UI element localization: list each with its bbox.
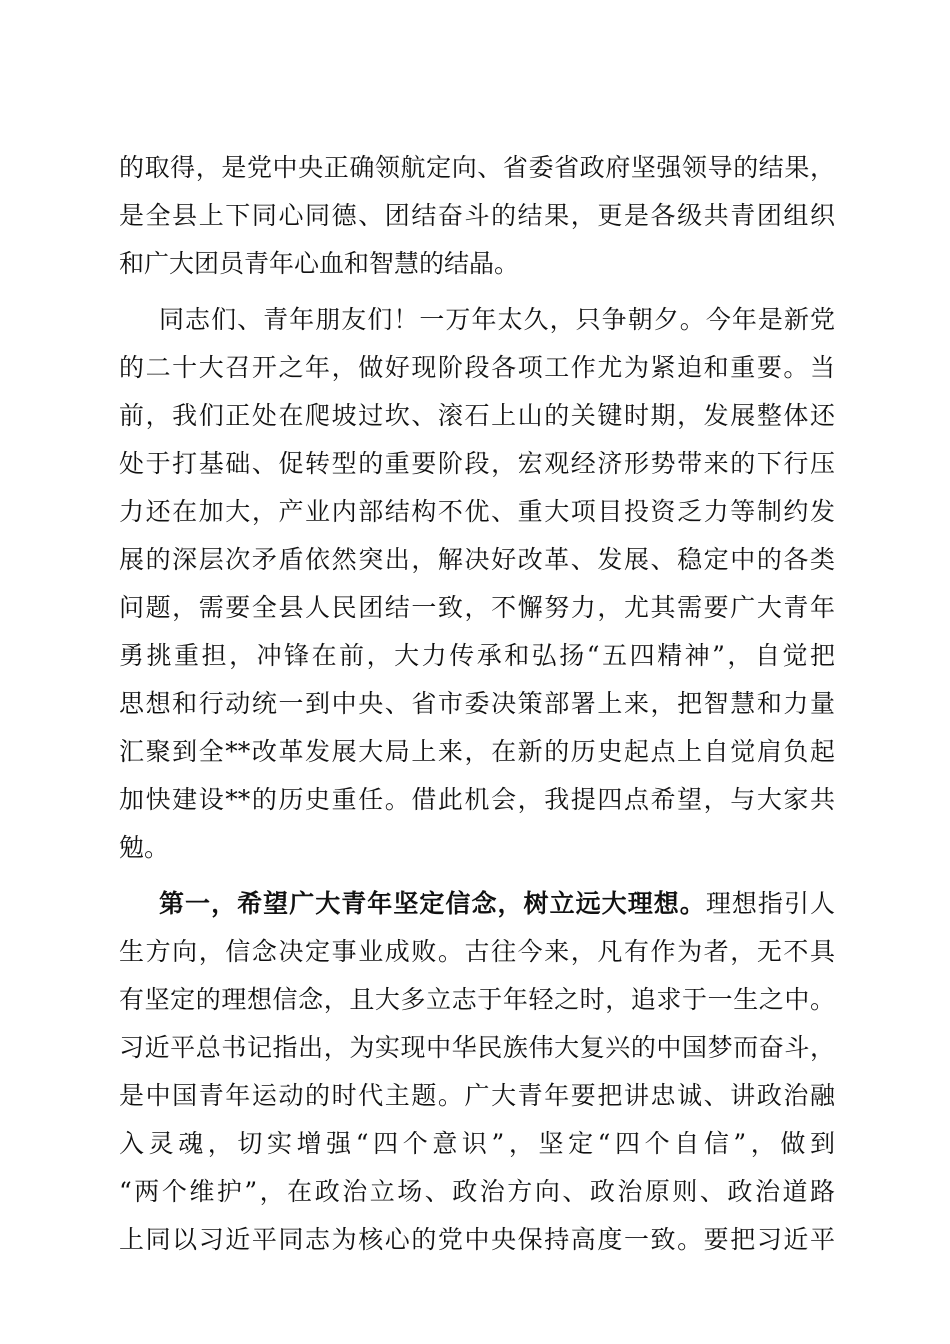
text-line: 的取得，是党中央正确领航定向、省委省政府坚强领导的结果， xyxy=(119,153,835,182)
text-line: 是全县上下同心同德、团结奋斗的结果，更是各级共青团组织 xyxy=(119,201,835,230)
text-line: 加快建设**的历史重任。借此机会，我提四点希望，与大家共 xyxy=(119,785,835,814)
text-line: 有坚定的理想信念，且大多立志于年轻之时，追求于一生之中。 xyxy=(119,985,835,1014)
text-line: 汇聚到全**改革发展大局上来，在新的历史起点上自觉肩负起 xyxy=(119,737,835,766)
paragraph-lead-text: 理想指引人 xyxy=(705,889,835,918)
text-line xyxy=(119,880,835,928)
text-line: 勉。 xyxy=(119,833,170,862)
paragraph-3 xyxy=(119,880,835,1264)
text-line: 上同以习近平同志为核心的党中央保持高度一致。要把习近平 xyxy=(119,1225,835,1254)
paragraph-gap xyxy=(119,872,835,880)
paragraph-2 xyxy=(119,296,835,872)
paragraph-heading: 第一，希望广大青年坚定信念，树立远大理想。 xyxy=(159,889,706,918)
paragraph-1 xyxy=(119,144,835,288)
text-line: 入灵魂，切实增强“四个意识”，坚定“四个自信”，做到 xyxy=(119,1129,835,1158)
text-line: 习近平总书记指出，为实现中华民族伟大复兴的中国梦而奋斗， xyxy=(119,1033,835,1062)
document-body xyxy=(119,144,835,1264)
text-line: 思想和行动统一到中央、省市委决策部署上来，把智慧和力量 xyxy=(119,689,835,718)
text-line: 展的深层次矛盾依然突出，解决好改革、发展、稳定中的各类 xyxy=(119,545,835,574)
text-line: 问题，需要全县人民团结一致，不懈努力，尤其需要广大青年 xyxy=(119,593,835,622)
paragraph-gap xyxy=(119,288,835,296)
text-line: 处于打基础、促转型的重要阶段，宏观经济形势带来的下行压 xyxy=(119,449,835,478)
text-line: “两个维护”，在政治立场、政治方向、政治原则、政治道路 xyxy=(119,1177,835,1206)
text-line: 和广大团员青年心血和智慧的结晶。 xyxy=(119,249,520,278)
text-line: 勇挑重担，冲锋在前，大力传承和弘扬“五四精神”，自觉把 xyxy=(119,641,835,670)
text-line: 是中国青年运动的时代主题。广大青年要把讲忠诚、讲政治融 xyxy=(119,1081,835,1110)
text-line: 同志们、青年朋友们！一万年太久，只争朝夕。今年是新党 xyxy=(159,305,835,334)
text-line: 的二十大召开之年，做好现阶段各项工作尤为紧迫和重要。当 xyxy=(119,353,835,382)
text-line: 前，我们正处在爬坡过坎、滚石上山的关键时期，发展整体还 xyxy=(119,401,835,430)
text-line: 力还在加大，产业内部结构不优、重大项目投资乏力等制约发 xyxy=(119,497,835,526)
text-line: 生方向，信念决定事业成败。古往今来，凡有作为者，无不具 xyxy=(119,937,835,966)
